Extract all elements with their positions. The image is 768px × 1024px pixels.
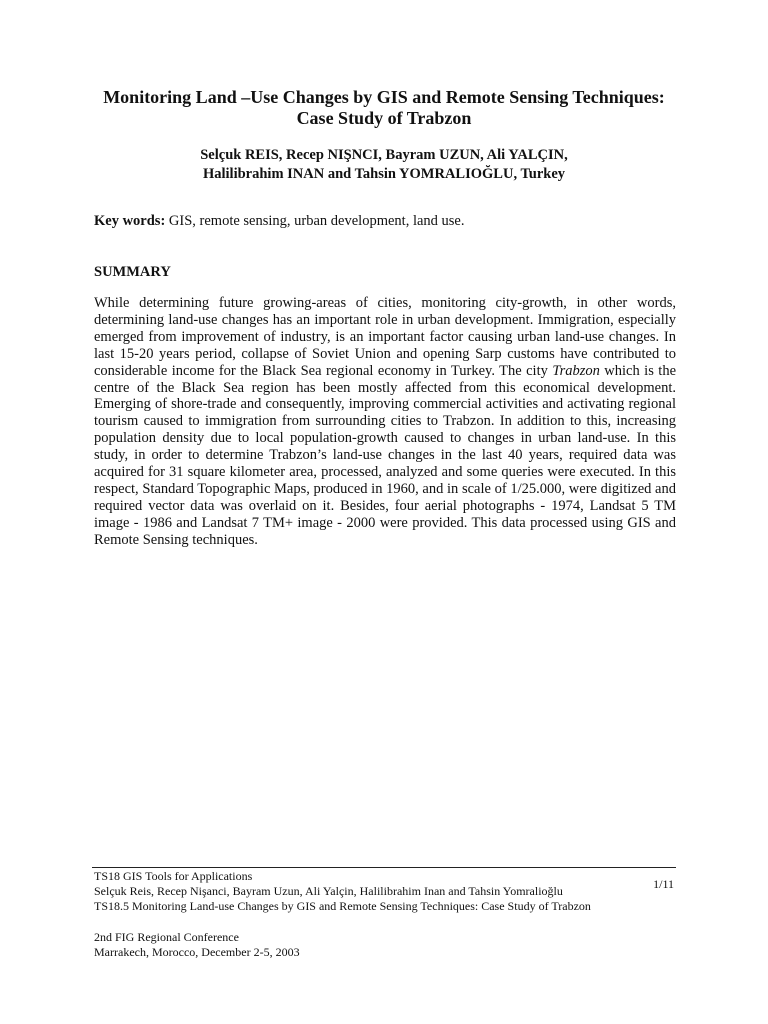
footer-paper-ref: TS18.5 Monitoring Land-use Changes by GIS and Remote Sensing Techniques: Case Study of Trabzon: [94, 899, 591, 914]
footer-session: TS18 GIS Tools for Applications: [94, 869, 253, 883]
footer-rule: [92, 867, 676, 868]
summary-city-name: Trabzon: [552, 362, 600, 379]
page-footer: [94, 869, 654, 960]
author-list: [60, 146, 708, 184]
footer-spacer: [94, 915, 654, 930]
paper-title-line-1: Monitoring Land –Use Changes by GIS and Remote Sensing Techniques:: [103, 87, 665, 107]
footer-authors: Selçuk Reis, Recep Nişanci, Bayram Uzun, Ali Yalçin, Halilibrahim Inan and Tahsin Yomralioğlu: [94, 884, 563, 899]
keywords-label: Key words:: [94, 213, 166, 229]
summary-paragraph: [94, 295, 676, 549]
page-number: 1/11: [653, 877, 674, 891]
summary-heading: SUMMARY: [94, 264, 171, 280]
paper-title-line-2: Case Study of Trabzon: [296, 108, 472, 128]
footer-conference: 2nd FIG Regional Conference: [94, 929, 239, 944]
keywords: [94, 212, 676, 231]
author-list-line-2: Halilibrahim INAN and Tahsin YOMRALIOĞLU, Turkey: [202, 166, 566, 182]
footer-location-date: Marrakech, Morocco, December 2-5, 2003: [94, 944, 300, 959]
summary-text-part-1: While determining future growing-areas of cities, monitoring city-growth, in other words, determining land-use changes has an important role in urban development. Immigration, especially emerged from improvement of industry, is an important factor causing urban land-use changes. In last 15-20 years period, collapse of Soviet Union and opening Sarp customs have contributed to considerable income for the Black Sea regional economy in Turkey. The city: [94, 295, 676, 379]
keywords-text: GIS, remote sensing, urban development, land use.: [165, 213, 465, 229]
author-list-line-1: Selçuk REIS, Recep NIŞNCI, Bayram UZUN, Ali YALÇIN,: [200, 147, 568, 163]
summary-text-part-2: which is the centre of the Black Sea region has been mostly affected from this economical development. Emerging of shore-trade and consequently, improving commercial activities and activating regional tourism caused to immigration from surrounding cities to Trabzon. In addition to this, increasing population density due to local population-growth caused to changes in urban land-use. In this study, in order to determine Trabzon’s land-use changes in the last 40 years, required data was acquired for 31 square kilometer area, processed, analyzed and some queries were executed. In this respect, Standard Topographic Maps, produced in 1960, and in scale of 1/25.000, were digitized and required vector data was overlaid on it. Besides, four aerial photographs - 1974, Landsat 5 TM image - 1986 and Landsat 7 TM+ image - 2000 were provided. This data processed using GIS and Remote Sensing techniques.: [94, 362, 677, 548]
paper-title: [60, 87, 708, 129]
